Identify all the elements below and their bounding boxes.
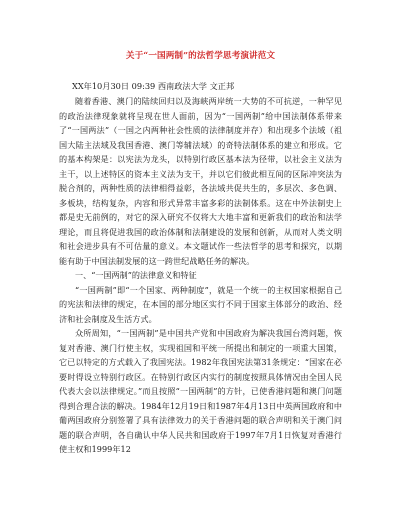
intro-paragraph: 随着香港、澳门的陆续回归以及海峡两岸统一大势的不可抗逆，一种罕见的政治法律现象就将呈现在世人面前，因为“一国两制”给中国法制体系带来了“一国两法”（一国之内两种社会性质的法律制度并存）和出现多个法域（祖国大陆主法域及我国香港、澳门等辅法域）的奇特法制体系的建立和形成。它的基本构架是：以宪法为龙头，以特别行政区基本法为径带，以社会主义法为主干，以上述特区的资本主义法为支干，并以它们彼此相互间的区际冲突法为脱合剂的，两种性质的法律相得益彰，各法域共促共生的，多层次、多色调、多板块，结构复杂，内容和形式异常丰富多彩的法制体系。这在中外法制史上都是史无前例的，对它的深入研究不仅将大大地丰富和更新我们的政治和法学理论，而且将促进我国的政治体制和法制建设的发展和创新，从而对人类文明和社会进步具有不可估量的意义。本文题试作一些法哲学的思考和探究，以期能有助于中国法制发展的这一跨世纪战略任务的解决。 (59, 96, 342, 266)
section-heading: 一、“一国两制”的法律意义和特征 (75, 270, 197, 280)
section-paragraph: 众所周知，“一国两制”是中国共产党和中国政府为解决我国台湾问题，恢复对香港、澳门行使主权，实现祖国和平统一所提出和制定的一项重大国策，它已以特定的方式载入了我国宪法。1982年我国宪法第31条规定：“国家在必要时得设立特别行政区。在特别行政区内实行的制度按照具体情况由全国人民代表大会以法律规定。”而且按照“一国两制”的方针，已使香港问题和澳门问题得到合理合法的解决。1984年12月19日和1987年4月13日中英两国政府和中葡两国政府分别签署了具有法律效力的关于香港问题的联合声明和关于澳门问题的联合声明，各自确认中华人民共和国政府于1997年7月1日恢复对香港行使主权和1999年12 (59, 328, 342, 454)
section-paragraph: “一国两制”即“一个国家、两种制度”，就是一个统一的主权国家根据自己的宪法和法律的规定，在本国的部分地区实行不同于国家主体部分的政治、经济和社会制度及生活方式。 (59, 284, 342, 324)
document-title: 关于“一国两制”的法哲学思考演讲范文 (125, 51, 276, 61)
document-meta: XX年10月30日 09:39 西南政法大学 文正邦 (72, 81, 235, 91)
section-1 (59, 268, 342, 457)
